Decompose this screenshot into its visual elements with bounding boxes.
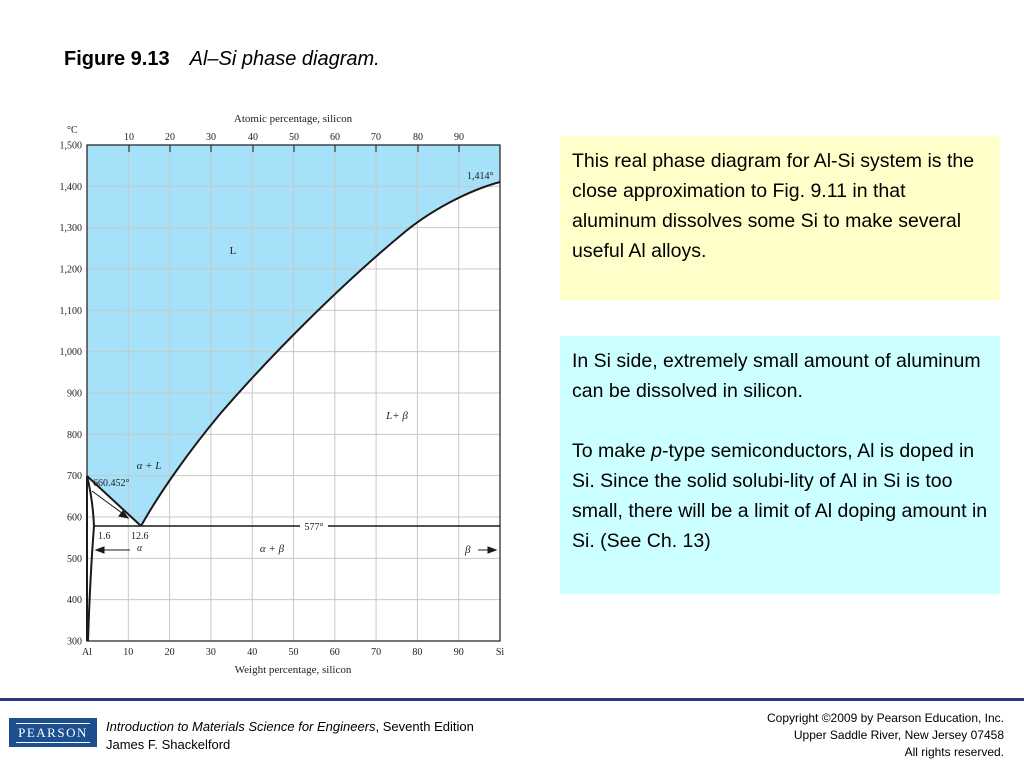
copyright	[767, 710, 1004, 761]
top-tick-label: 60	[330, 132, 340, 143]
y-tick-label: 800	[67, 429, 82, 441]
top-tick-label: 80	[413, 132, 423, 143]
y-axis-unit: °C	[67, 125, 78, 136]
bottom-tick-label: 80	[412, 647, 423, 658]
y-tick-label: 1,100	[59, 305, 82, 317]
y-tick-label: 700	[67, 471, 82, 483]
y-tick-label: 1,000	[59, 347, 82, 359]
solubility-label: 1.6	[98, 531, 111, 542]
y-axis-labels	[60, 141, 83, 648]
copyright-line-3: All rights reserved.	[904, 745, 1004, 759]
book-title: Introduction to Materials Science for Engineers	[106, 719, 376, 734]
bottom-tick-label: 50	[288, 647, 299, 658]
y-tick-label: 300	[67, 636, 82, 648]
pearson-logo	[9, 718, 97, 747]
beta-label: β	[465, 544, 471, 556]
top-tick-label: 10	[124, 132, 134, 143]
alpha-beta-label: α + β	[259, 543, 285, 555]
bottom-tick-label: Al	[82, 647, 92, 658]
eutectic-temp-label: 577°	[304, 522, 324, 533]
bottom-tick-label: 40	[247, 647, 258, 658]
bottom-tick-label: 20	[164, 647, 175, 658]
solvus	[88, 526, 94, 641]
beta-arrow-head	[488, 547, 496, 553]
y-tick-label: 500	[67, 553, 82, 565]
si-melting-label: 1,414°	[467, 171, 494, 182]
alpha-l-label: α + L	[136, 460, 162, 472]
y-tick-label: 1,200	[59, 264, 82, 276]
book-citation	[106, 718, 474, 754]
alpha-arrow-head	[96, 547, 104, 553]
book-edition: , Seventh Edition	[375, 719, 474, 734]
note-solubility-text: In Si side, extremely small amount of aluminum can be dissolved in silicon.	[572, 350, 981, 402]
note-alloys-text: This real phase diagram for Al-Si system is the close approximation to Fig. 9.11 in that aluminum dissolves some Si to make several useful Al alloys.	[572, 150, 975, 262]
footer-divider	[0, 698, 1024, 701]
top-tick-label: 20	[165, 132, 175, 143]
alpha-label: α	[137, 543, 143, 554]
top-tick-label: 70	[371, 132, 381, 143]
note-box-doping	[560, 336, 1000, 594]
copyright-line-1: Copyright ©2009 by Pearson Education, Inc.	[767, 711, 1004, 725]
book-author: James F. Shackelford	[106, 737, 231, 752]
al-melting-label: 660.452°	[93, 478, 130, 489]
copyright-line-2: Upper Saddle River, New Jersey 07458	[793, 728, 1004, 742]
top-axis-labels	[124, 132, 464, 143]
note-doping-p: p	[651, 440, 662, 462]
y-tick-label: 400	[67, 595, 82, 607]
y-tick-label: 1,300	[59, 223, 82, 235]
y-tick-label: 900	[67, 388, 82, 400]
note-doping-paragraph	[572, 436, 988, 556]
bottom-axis-labels	[82, 647, 504, 658]
bottom-axis-label: Weight percentage, silicon	[234, 664, 352, 676]
figure-number: Figure 9.13	[64, 48, 170, 70]
top-tick-label: 30	[206, 132, 216, 143]
bottom-tick-label: 70	[371, 647, 382, 658]
eutectic-comp-label: 12.6	[131, 531, 149, 542]
top-tick-label: 90	[454, 132, 464, 143]
note-doping-post: -type semiconductors, Al is doped in Si. Since the solid solubi-lity of Al in Si is too small, there will be a limit of Al doping amount in Si. (See Ch. 13)	[572, 440, 988, 552]
top-tick-label: 50	[289, 132, 299, 143]
top-tick-label: 40	[248, 132, 258, 143]
figure-caption: Al–Si phase diagram.	[189, 48, 380, 70]
bottom-tick-label: Si	[495, 647, 505, 658]
top-axis-label: Atomic percentage, silicon	[233, 113, 353, 125]
bottom-tick-label: 30	[205, 647, 216, 658]
bottom-tick-label: 60	[329, 647, 340, 658]
y-tick-label: 1,500	[59, 140, 82, 152]
logo-text: PEARSON	[16, 723, 90, 743]
note-box-alloys	[560, 136, 1000, 300]
note-doping-pre: To make	[572, 440, 652, 462]
l-beta-label: L+ β	[386, 410, 408, 422]
bottom-tick-label: 90	[453, 647, 464, 658]
y-tick-label: 600	[67, 512, 82, 524]
bottom-tick-label: 10	[123, 647, 134, 658]
y-tick-label: 1,400	[59, 181, 82, 193]
liquid-label: L	[229, 245, 237, 257]
